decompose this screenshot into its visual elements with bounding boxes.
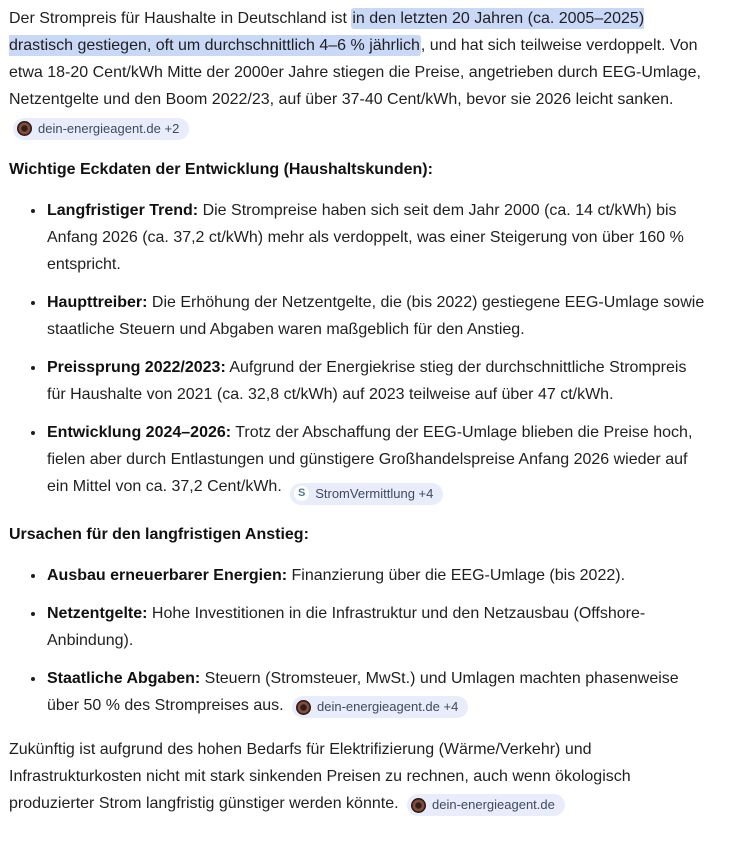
citation-badge[interactable] xyxy=(290,483,443,505)
list-item-term: Langfristiger Trend: xyxy=(47,202,199,219)
list-item xyxy=(46,197,708,278)
list-item xyxy=(46,600,708,654)
list-item-term: Ausbau erneuerbarer Energien: xyxy=(47,566,288,584)
list-item xyxy=(46,289,708,343)
outro-text: Zukünftig ist aufgrund des hohen Bedarfs für Elektrifizierung (Wärme/Verkehr) und Infrastrukturkosten nicht mit stark sinkenden Preisen zu rechnen, auch wenn ökologisch produzierter Strom langfristig günstiger werden könnte. xyxy=(9,740,631,812)
highlighted-text: in den letzten 20 Jahren (ca. 2005–2025) drastisch gestiegen, oft um durchschnittlich 4–6 % jährlich xyxy=(9,10,645,54)
stromvermittlung-s-icon: S xyxy=(294,486,309,501)
citation-badge[interactable] xyxy=(292,696,468,718)
list-item-text: Die Strompreise haben sich seit dem Jahr 2000 (ca. 14 ct/kWh) bis Anfang 2026 (ca. 37,2 ct/kWh) mehr als verdoppelt, was einer Steigerung von über 160 % entspricht. xyxy=(47,202,684,273)
list-item-term: Haupttreiber: xyxy=(47,294,148,311)
citation-label: dein-energieagent.de +2 xyxy=(38,120,180,136)
intro-text-pre: Der Strompreis für Haushalte in Deutschland ist xyxy=(9,10,352,27)
eckdaten-list xyxy=(9,197,708,505)
list-item-text: Steuern (Stromsteuer, MwSt.) und Umlagen machten phasenweise über 50 % des Strompreises aus. xyxy=(47,669,679,714)
intro-text-post: , und hat sich teilweise verdoppelt. Von etwa 18-20 Cent/kWh Mitte der 2000er Jahre stiegen die Preise, angetrieben durch EEG-Umlage, Netzentgelte und den Boom 2022/23, auf über 37-40 Cent/kWh, bevor sie 2026 leicht sanken. xyxy=(9,37,701,108)
list-item xyxy=(46,562,708,589)
list-item xyxy=(46,419,708,505)
list-item xyxy=(46,354,708,408)
list-item-text: Die Erhöhung der Netzentgelte, die (bis 2022) gestiegene EEG-Umlage sowie staatliche Steuern und Abgaben waren maßgeblich für den Anstieg. xyxy=(47,294,705,338)
section-heading-eckdaten: Wichtige Eckdaten der Entwicklung (Haushaltskunden): xyxy=(9,161,433,178)
list-item-text: Finanzierung über die EEG-Umlage (bis 2022). xyxy=(287,566,626,584)
list-item-term: Staatliche Abgaben: xyxy=(47,669,201,687)
source-favicon-icon xyxy=(411,798,426,813)
citation-label: dein-energieagent.de xyxy=(431,797,555,812)
ursachen-list xyxy=(9,562,708,719)
section-heading-ursachen: Ursachen für den langfristigen Anstieg: xyxy=(9,525,309,543)
list-item-term: Entwicklung 2024–2026: xyxy=(47,424,232,441)
list-item-text: Aufgrund der Energiekrise stieg der durchschnittliche Strompreis für Haushalte von 2021 (ca. 32,8 ct/kWh) auf 2023 teilweise auf über 47 ct/kWh. xyxy=(47,359,687,403)
source-favicon-icon xyxy=(296,700,311,715)
list-item xyxy=(46,665,708,719)
citation-badge[interactable] xyxy=(13,118,189,140)
citation-label: dein-energieagent.de +4 xyxy=(317,699,459,714)
list-item-text: Hohe Investitionen in die Infrastruktur und den Netzausbau (Offshore-Anbindung). xyxy=(47,604,646,649)
list-item-text: Trotz der Abschaffung der EEG-Umlage blieben die Preise hoch, fielen aber durch Entlastungen und günstigere Großhandelspreise Anfang 2026 wieder auf ein Mittel von ca. 37,2 Cent/kWh. xyxy=(47,424,693,495)
citation-label: StromVermittlung +4 xyxy=(315,485,434,501)
source-favicon-icon xyxy=(17,121,32,136)
citation-badge[interactable] xyxy=(407,794,565,816)
list-item-term: Netzentgelte: xyxy=(47,604,148,622)
intro-paragraph xyxy=(9,5,708,140)
list-item-term: Preissprung 2022/2023: xyxy=(47,359,226,376)
outro-paragraph xyxy=(9,736,708,817)
